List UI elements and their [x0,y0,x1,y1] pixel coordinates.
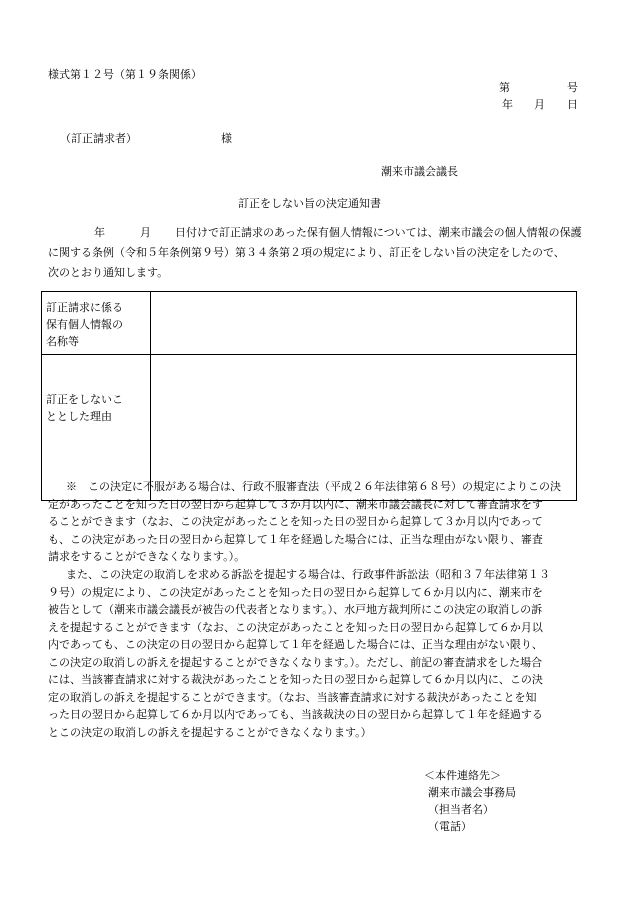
date-year: 年 [502,98,513,111]
intro-year: 年 [94,226,105,239]
notice-line: また、この決定の取消しを求める訴訟を提起する場合は、行政事件訴訟法（昭和３７年法律第１３ [66,568,550,581]
doc-number-suffix: 号 [567,81,578,94]
date-day: 日 [567,98,578,111]
intro-paragraph [48,223,582,283]
addressee-honorific: 様 [221,132,232,145]
contact-heading: ＜本件連絡先＞ [424,769,501,782]
notice-line: この決定の取消しの訴えを提起することができなくなります。）。ただし、前記の審査請求をした場合 [48,655,543,669]
table-label-line: 訂正をしないこ [46,393,123,406]
doc-number-prefix: 第 [499,81,510,94]
notice-line: 定があったことを知った日の翌日から起算して３か月以内に、潮来市議会議長に対して審査請求をす [48,497,543,511]
contact-office: 潮来市議会事務局 [428,786,516,799]
notice-line: 定の取消しの訴えを提起することができます。（なお、当該審査請求に対する裁決があったことを知 [48,690,537,704]
contact-block [424,767,516,835]
contact-person: （担当者名） [428,803,494,816]
notice-line: 内であっても、この決定の日の翌日から起算して１年を経過した場合には、正当な理由がない限り、 [48,638,543,651]
notice-line: 被告として（潮来市議会議長が被告の代表者となります。）、水戸地方裁判所にこの決定の取消しの訴 [48,603,543,616]
notice-line: 請求をすることができなくなります。）。 [48,550,246,563]
notice-line: った日の翌日から起算して６か月以内であっても、当該裁決の日の翌日から起算して１年を経過する [48,708,543,721]
intro-month: 月 [140,226,151,239]
notice-line: ることができます（なお、この決定があったことを知った日の翌日から起算して３か月以内であって [48,515,543,528]
notice-paragraph-2 [48,566,550,741]
table-value-cell [151,292,577,355]
notice-line: には、当該審査請求に対する裁決があったことを知った日の翌日から起算して６か月以内に、この決 [48,673,543,686]
form-number: 様式第１２号（第１９条関係） [48,68,202,81]
table-row [42,292,577,355]
notice-line: とこの決定の取消しの訴えを提起することができなくなります。） [48,725,372,739]
date-month: 月 [534,98,545,111]
info-table [41,291,577,501]
addressee-label: （訂正請求者） [60,132,137,145]
intro-line-3: 次のとおり通知します。 [48,266,169,279]
notice-line: えを提起することができます（なお、この決定があったことを知った日の翌日から起算して６か月以 [48,620,543,634]
notice-line: も、この決定があった日の翌日から起算して１年を経過した場合には、正当な理由がない限り、審査 [48,532,543,546]
intro-line-1 [48,223,582,243]
document-title: 訂正をしない旨の決定通知書 [238,197,381,210]
intro-line-2: に関する条例（令和５年条例第９号）第３４条第２項の規定により、訂正をしない旨の決定をしたので、 [48,246,565,259]
sender-name: 潮来市議会議長 [381,165,458,178]
table-label-line: 保有個人情報の [46,318,123,331]
table-label-cell [42,292,151,355]
notice-line: ９号）の規定により、この決定があったことを知った日の翌日から起算して６か月以内に、潮来市を [48,585,543,599]
table-label-line: ととした理由 [46,410,112,423]
intro-line-1-text: 日付けで訂正請求のあった保有個人情報については、潮来市議会の個人情報の保護 [175,226,582,239]
table-label-line: 訂正請求に係る [46,301,123,314]
table-label-line: 名称等 [46,335,79,348]
notice-paragraph-1 [48,478,561,566]
notice-line: ※ この決定に不服がある場合は、行政不服審査法（平成２６年法律第６８号）の規定によりこの決 [66,480,561,493]
contact-phone: （電話） [428,820,472,833]
